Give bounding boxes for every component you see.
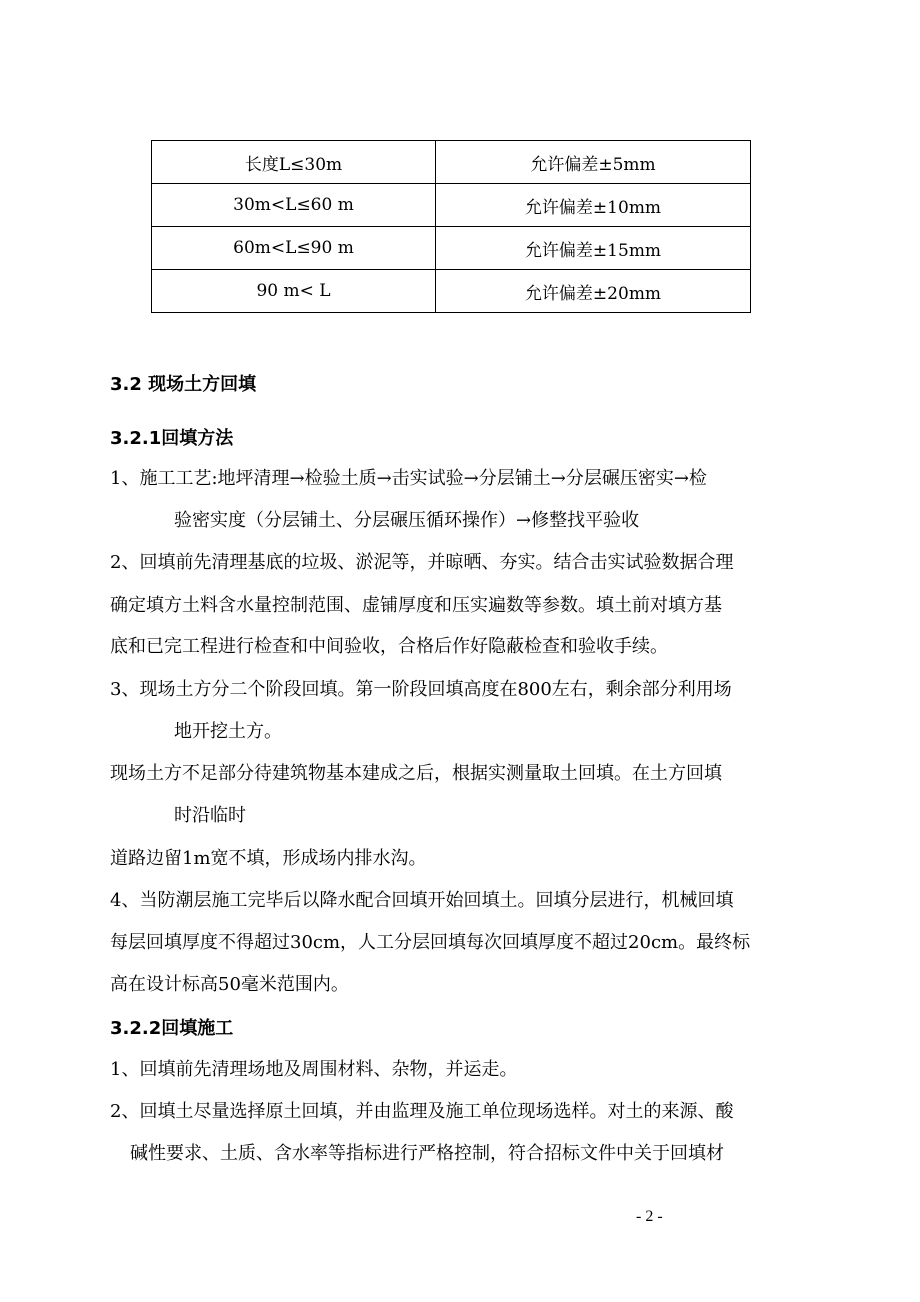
- paragraph-line: 高在设计标高50毫米范围内。: [110, 974, 349, 995]
- table-row: [152, 184, 751, 227]
- paragraph-line: 2、回填前先清理基底的垃圾、淤泥等，并晾晒、夯实。结合击实试验数据合理: [110, 552, 734, 573]
- paragraph-line: 确定填方土料含水量控制范围、虚铺厚度和压实遍数等参数。填土前对填方基: [110, 595, 722, 616]
- paragraph-line: 1、回填前先清理场地及周围材料、杂物，并运走。: [110, 1059, 518, 1080]
- paragraph-line: 道路边留1m宽不填，形成场内排水沟。: [110, 848, 427, 869]
- page-number: - 2 -: [636, 1208, 663, 1225]
- subsection-heading-construction: 3.2.2回填施工: [110, 1018, 234, 1039]
- paragraph-line: 底和已完工程进行检查和中间验收，合格后作好隐蔽检查和验收手续。: [110, 636, 668, 657]
- paragraph-line: 4、当防潮层施工完毕后以降水配合回填开始回填土。回填分层进行，机械回填: [110, 890, 734, 911]
- paragraph-line: 时沿临时: [174, 805, 246, 826]
- table-row: [152, 270, 751, 313]
- paragraph-line: 1、施工工艺:地坪清理→检验土质→击实试验→分层铺土→分层碾压密实→检: [110, 468, 707, 489]
- table-row: [152, 227, 751, 270]
- length-cell: 60m<L≤90 m: [152, 227, 436, 270]
- tolerance-cell: 允许偏差±10mm: [436, 184, 751, 227]
- length-cell: 30m<L≤60 m: [152, 184, 436, 227]
- subsection-heading-method: 3.2.1回填方法: [110, 428, 234, 449]
- paragraph-line: 验密实度（分层铺土、分层碾压循环操作）→修整找平验收: [174, 510, 640, 531]
- length-cell: 长度L≤30m: [152, 141, 436, 184]
- paragraph-line: 现场土方不足部分待建筑物基本建成之后，根据实测量取土回填。在土方回填: [110, 763, 722, 784]
- tolerance-table: [151, 140, 751, 313]
- paragraph-line: 每层回填厚度不得超过30cm，人工分层回填每次回填厚度不超过20cm。最终标: [110, 932, 751, 953]
- paragraph-line: 3、现场土方分二个阶段回填。第一阶段回填高度在800左右，剩余部分利用场: [110, 679, 732, 700]
- paragraph-line: 碱性要求、土质、含水率等指标进行严格控制，符合招标文件中关于回填材: [130, 1143, 724, 1164]
- section-heading: 3.2 现场土方回填: [110, 374, 257, 395]
- tolerance-cell: 允许偏差±5mm: [436, 141, 751, 184]
- paragraph-line: 2、回填土尽量选择原土回填，并由监理及施工单位现场选样。对土的来源、酸: [110, 1101, 734, 1122]
- length-cell: 90 m< L: [152, 270, 436, 313]
- table-row: [152, 141, 751, 184]
- tolerance-cell: 允许偏差±15mm: [436, 227, 751, 270]
- tolerance-cell: 允许偏差±20mm: [436, 270, 751, 313]
- paragraph-line: 地开挖土方。: [174, 721, 282, 742]
